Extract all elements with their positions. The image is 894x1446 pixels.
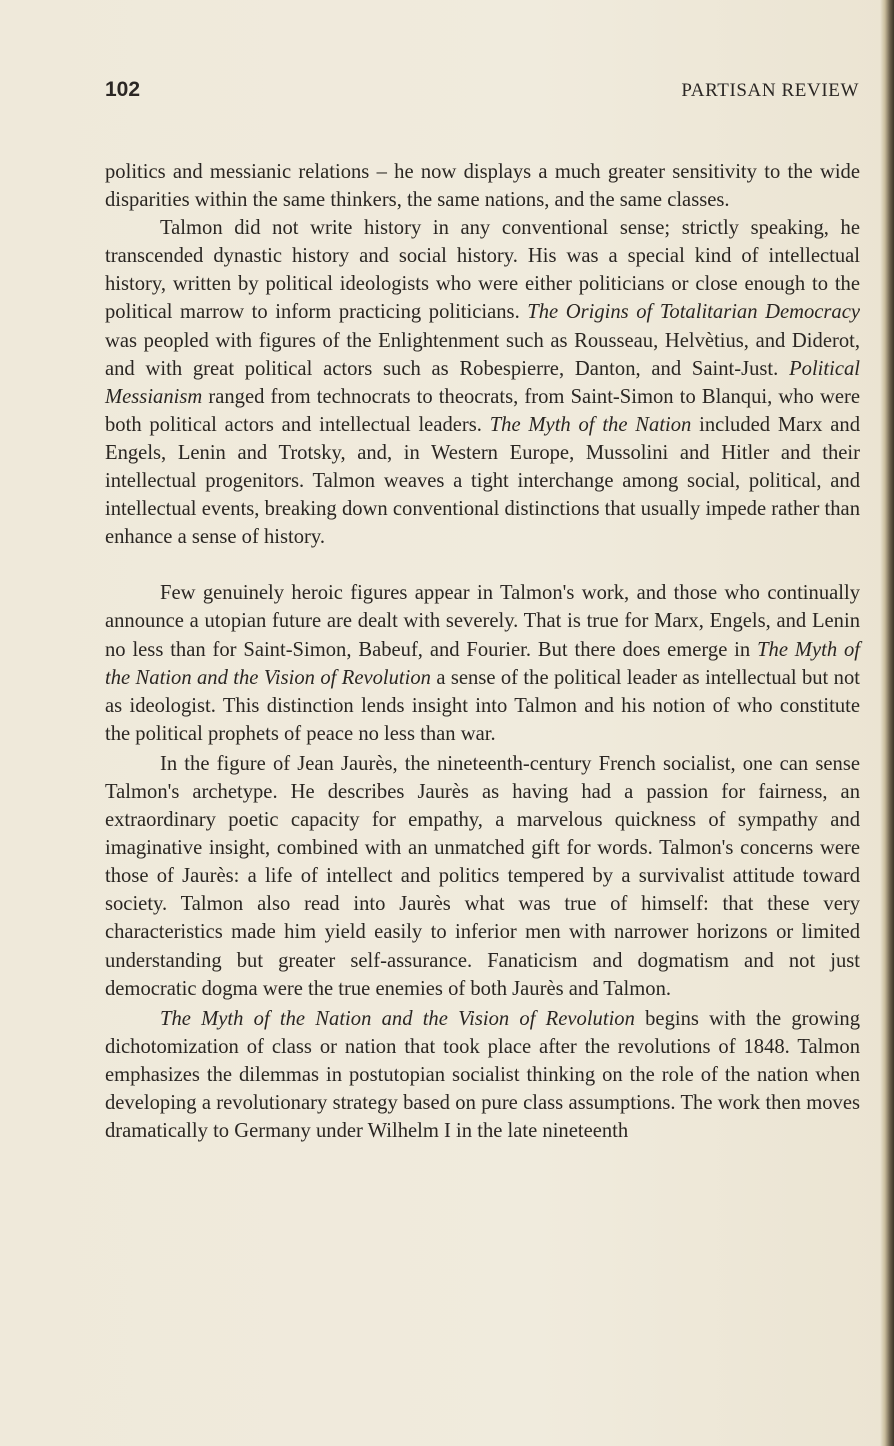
paragraph-1 xyxy=(105,158,860,214)
paragraph-5 xyxy=(105,1005,860,1145)
text-segment: begins with the growing dichotomization of class or nation that took place after the revolutions of 1848. Talmon emphasizes the dilemmas in postutopian socialist thinking on the role of the nation when developing a revolutionary strategy based on pure class assumptions. The work then moves dramatically to Germany under Wilhelm I in the late nineteenth xyxy=(105,1007,860,1143)
body-text xyxy=(105,158,860,1145)
text-segment: was peopled with figures of the Enlightenment such as Rousseau, Helvètius, and Diderot, and with great political actors such as Robespierre, Danton, and Saint-Just. xyxy=(105,329,860,380)
book-title: The Origins of Totalitarian Democracy xyxy=(527,301,861,324)
text-segment: Few genuinely heroic figures appear in Talmon's work, and those who continually announce a utopian future are dealt with severely. That is true for Marx, Engels, and Lenin no less than for Saint-Simon, Babeuf, and Fourier. But there does emerge in xyxy=(105,582,860,661)
journal-title: PARTISAN REVIEW xyxy=(681,80,859,101)
text-segment: a sense of the political leader as intellectual but not as ideologist. This distinction lends insight into Talmon and his notion of who constitute the political prophets of peace no less than war. xyxy=(105,666,860,745)
paragraph-3 xyxy=(105,579,860,748)
page-number: 102 xyxy=(105,78,141,101)
book-title: Political Messianism xyxy=(105,357,860,408)
text-segment: Talmon did not write history in any conventional sense; strictly speaking, he transcended dynastic history and social history. His was a special kind of intellectual history, written by political ideologists who were either politicians or close enough to the political marrow to inform practicing politicians. xyxy=(105,217,860,324)
paragraph-2 xyxy=(105,214,860,551)
text-segment: included Marx and Engels, Lenin and Trotsky, and, in Western Europe, Mussolini and Hitler and their intellectual progenitors. Talmon weaves a tight interchange among social, political, and intellectual events, breaking down conventional distinctions that usually impede rather than enhance a sense of history. xyxy=(105,413,860,549)
book-title: The Myth of the Nation and the Vision of Revolution xyxy=(105,638,860,689)
text-segment: politics and messianic relations – he now displays a much greater sensitivity to the wide disparities within the same thinkers, the same nations, and the same classes. xyxy=(105,161,860,212)
text-segment: ranged from technocrats to theocrats, from Saint-Simon to Blanqui, who were both political actors and intellectual leaders. xyxy=(105,385,860,436)
text-segment: In the figure of Jean Jaurès, the nineteenth-century French socialist, one can sense Talmon's archetype. He describes Jaurès as having had a passion for fairness, an extraordinary poetic capacity for empathy, a marvelous quickness of sympathy and imaginative insight, combined with an unmatched gift for words. Talmon's concerns were those of Jaurès: a life of intellect and politics tempered by a survivalist attitude toward society. Talmon also read into Jaurès what was true of himself: that these very characteristics made him yield easily to inferior men with narrower horizons or limited understanding but greater self-assurance. Fanaticism and dogmatism and not just democratic dogma were the true enemies of both Jaurès and Talmon. xyxy=(105,752,860,1000)
book-title: The Myth of the Nation xyxy=(489,413,692,436)
book-title: The Myth of the Nation and the Vision of Revolution xyxy=(160,1007,635,1030)
paragraph-4 xyxy=(105,750,860,1003)
running-head xyxy=(105,78,859,108)
page-edge-shadow xyxy=(880,0,894,1446)
